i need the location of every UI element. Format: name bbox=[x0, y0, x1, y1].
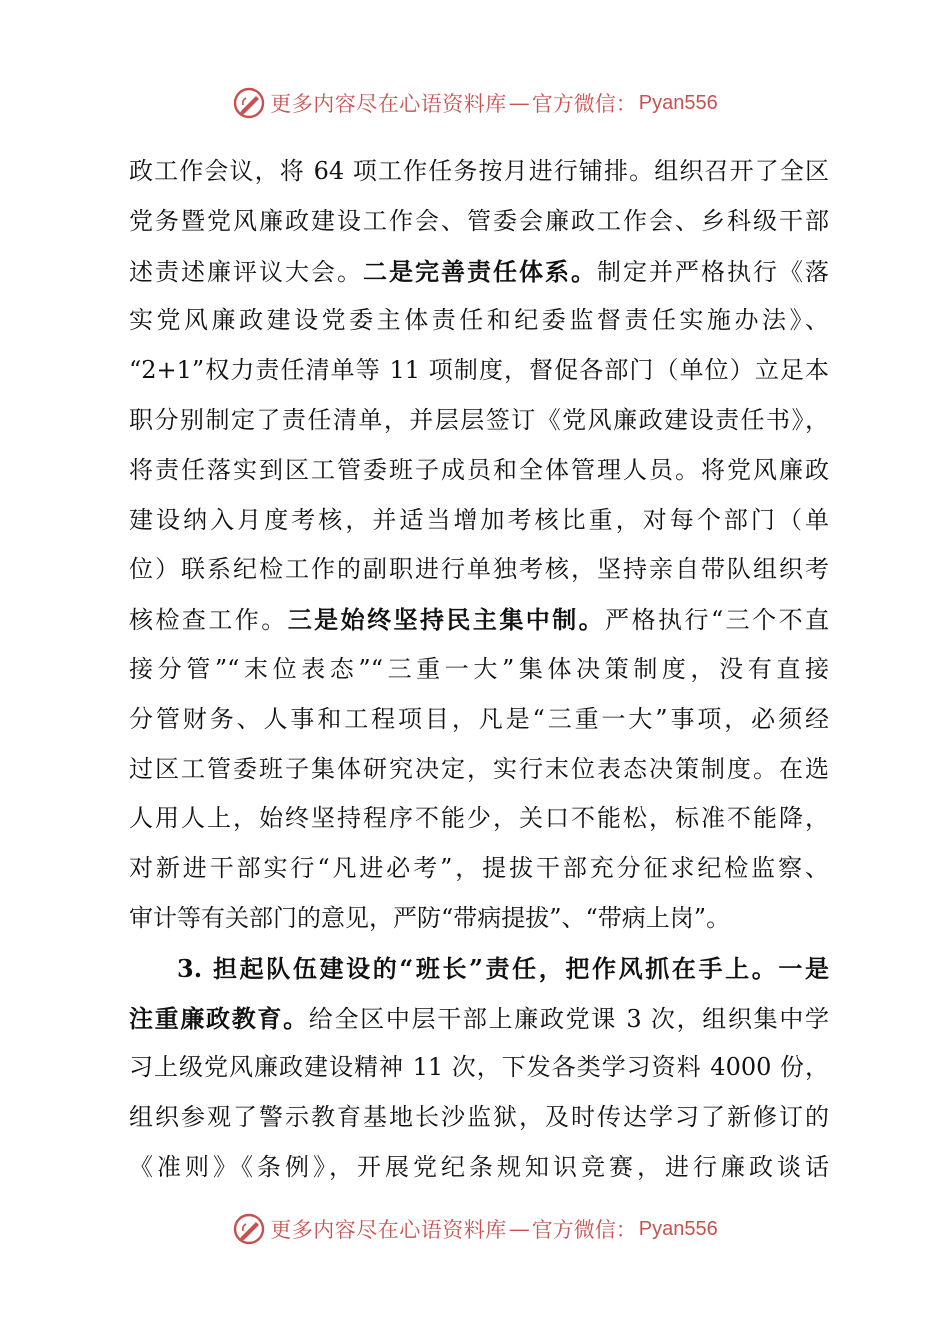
document-body bbox=[129, 147, 829, 1193]
header-banner bbox=[0, 86, 950, 120]
text-line bbox=[129, 994, 829, 1044]
text-line bbox=[129, 296, 829, 346]
text-line bbox=[129, 197, 829, 247]
text-run: 位）联系纪检工作的副职进行单独考核，坚持亲自带队组织考 bbox=[129, 555, 829, 584]
text-run: 组织参观了警示教育基地长沙监狱，及时传达学习了新修订的 bbox=[129, 1103, 829, 1132]
text-run: 严格执行“三个不直 bbox=[605, 606, 830, 635]
text-line bbox=[129, 1143, 829, 1193]
text-run: 政工作会议，将 64 项工作任务按月进行铺排。组织召开了全区 bbox=[129, 157, 829, 185]
text-run: 述责述廉评议大会。 bbox=[129, 257, 363, 286]
text-run: 党务暨党风廉政建设工作会、管委会廉政工作会、乡科级干部 bbox=[129, 206, 829, 235]
text-run: 过区工管委班子集体研究决定，实行末位表态决策制度。在选 bbox=[129, 754, 829, 783]
text-line bbox=[129, 595, 829, 645]
text-line bbox=[129, 645, 829, 695]
text-line bbox=[129, 496, 829, 546]
text-line bbox=[129, 844, 829, 894]
text-line bbox=[129, 1043, 829, 1093]
text-run: 建设纳入月度考核，并适当增加考核比重，对每个部门（单 bbox=[129, 505, 829, 534]
text-run: 接分管”“末位表态”“三重一大”集体决策制度，没有直接 bbox=[129, 654, 829, 683]
footer-banner bbox=[0, 1212, 950, 1246]
text-line bbox=[129, 794, 829, 844]
text-run: 分管财务、人事和工程项目，凡是“三重一大”事项，必须经 bbox=[129, 704, 829, 733]
banner-wechat-label: 官方微信： bbox=[531, 1218, 637, 1242]
bold-text-run: 3. 担起队伍建设的“班长”责任，把作风抓在手上。一是 bbox=[177, 953, 829, 983]
text-line bbox=[129, 894, 829, 944]
text-run: 职分别制定了责任清单，并层层签订《党风廉政建设责任书》， bbox=[129, 405, 829, 434]
banner-site-text: 更多内容尽在心语资料库 bbox=[270, 1218, 507, 1242]
text-run: 核检查工作。 bbox=[129, 606, 288, 635]
text-run: 审计等有关部门的意见，严防“带病提拔”、“带病上岗”。 bbox=[129, 903, 731, 932]
text-run: 制定并严格执行《落 bbox=[597, 257, 829, 286]
text-line bbox=[129, 346, 829, 396]
pen-circle-logo-icon bbox=[232, 86, 266, 120]
banner-site-text: 更多内容尽在心语资料库 bbox=[270, 92, 507, 116]
text-run: 习上级党风廉政建设精神 11 次，下发各类学习资料 4000 份， bbox=[129, 1053, 829, 1082]
text-line bbox=[129, 1093, 829, 1143]
text-run: 将责任落实到区工管委班子成员和全体管理人员。将党风廉政 bbox=[129, 455, 829, 484]
banner-separator: — bbox=[508, 91, 530, 115]
text-run: 对新进干部实行“凡进必考”，提拔干部充分征求纪检监察、 bbox=[129, 854, 829, 883]
text-line bbox=[129, 247, 829, 297]
bold-text-run: 三是始终坚持民主集中制。 bbox=[287, 605, 606, 635]
text-line bbox=[129, 745, 829, 795]
text-line bbox=[129, 695, 829, 745]
banner-wechat-label: 官方微信： bbox=[531, 92, 637, 116]
bold-text-run: 二是完善责任体系。 bbox=[363, 256, 597, 286]
text-line bbox=[129, 147, 829, 197]
banner-separator: — bbox=[508, 1217, 530, 1241]
bold-text-run: 注重廉政教育。 bbox=[129, 1003, 309, 1033]
text-run: 给全区中层干部上廉政党课 3 次，组织集中学 bbox=[308, 1004, 830, 1033]
text-run: “2+1”权力责任清单等 11 项制度，督促各部门（单位）立足本 bbox=[129, 356, 829, 385]
text-line bbox=[129, 446, 829, 496]
banner-wechat-id: Pyan556 bbox=[638, 1217, 718, 1240]
banner-wechat-id: Pyan556 bbox=[638, 91, 718, 114]
text-run: 实党风廉政建设党委主体责任和纪委监督责任实施办法》、 bbox=[129, 306, 829, 335]
pen-circle-logo-icon bbox=[232, 1212, 266, 1246]
text-run: 《准则》《条例》，开展党纪条规知识竞赛，进行廉政谈话 bbox=[129, 1152, 829, 1181]
text-run: 人用人上，始终坚持程序不能少，关口不能松，标准不能降， bbox=[129, 804, 829, 833]
text-line bbox=[129, 396, 829, 446]
text-line bbox=[129, 545, 829, 595]
text-line bbox=[129, 944, 829, 994]
